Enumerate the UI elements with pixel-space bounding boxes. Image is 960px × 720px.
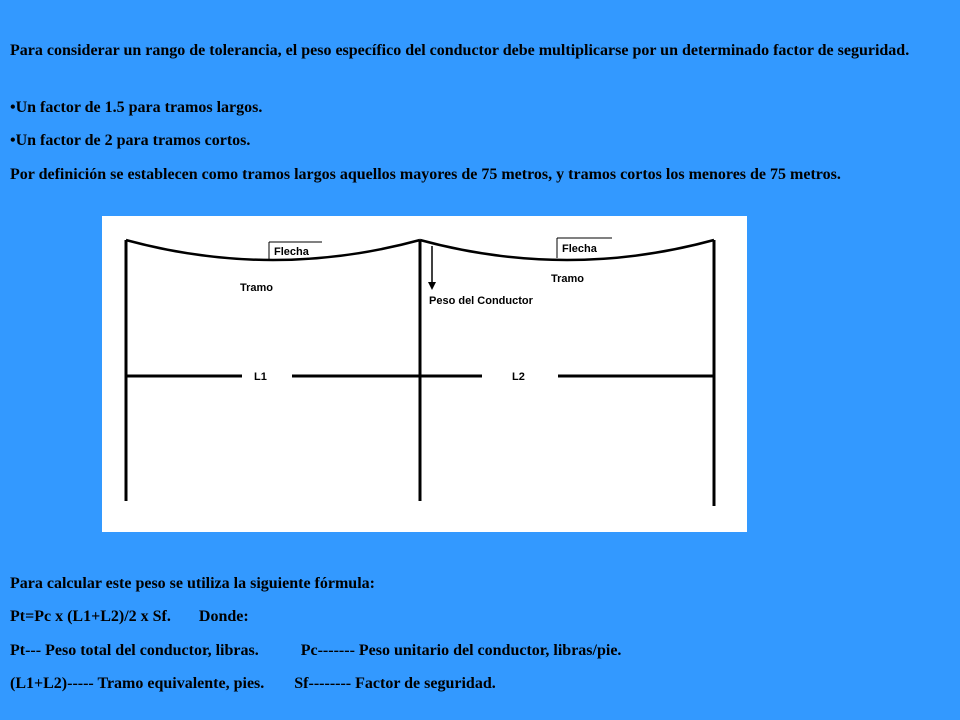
definitions-line-2: [10, 673, 955, 695]
definition-pt: Pt--- Peso total del conductor, libras.: [10, 642, 259, 659]
formula: Pt=Pc x (L1+L2)/2 x Sf.: [10, 608, 171, 625]
definition-pc: Pc------- Peso unitario del conductor, libras/pie.: [300, 642, 622, 659]
definition-l: (L1+L2)----- Tramo equivalente, pies.: [10, 675, 265, 692]
bullet-short-spans: •Un factor de 2 para tramos cortos.: [10, 132, 251, 149]
span-diagram-svg: [102, 216, 747, 532]
definition-paragraph: Por definición se establecen como tramos largos aquellos mayores de 75 metros, y tramos cortos los menores de 75 metros.: [10, 166, 841, 183]
bullet-long-spans: •Un factor de 1.5 para tramos largos.: [10, 99, 263, 116]
span-diagram: [102, 216, 747, 532]
peso-label: Peso del Conductor: [429, 295, 533, 307]
flecha-2-label: Flecha: [562, 243, 597, 255]
l2-label: L2: [512, 371, 525, 383]
conductor-span-1: [126, 240, 420, 260]
peso-arrow-head: [428, 282, 436, 290]
formula-line: [10, 606, 955, 628]
tramo-2-label: Tramo: [551, 273, 585, 285]
donde-label: Donde:: [198, 608, 249, 625]
tramo-1-label: Tramo: [240, 282, 274, 294]
formula-intro: Para calcular este peso se utiliza la siguiente fórmula:: [10, 575, 375, 592]
l1-label: L1: [254, 371, 267, 383]
definition-sf: Sf-------- Factor de seguridad.: [294, 675, 496, 692]
definitions-line-1: [10, 640, 955, 662]
flecha-1-label: Flecha: [274, 246, 309, 258]
intro-paragraph: Para considerar un rango de tolerancia, el peso específico del conductor debe multiplicarse por un determinado factor de seguridad.: [10, 42, 910, 59]
